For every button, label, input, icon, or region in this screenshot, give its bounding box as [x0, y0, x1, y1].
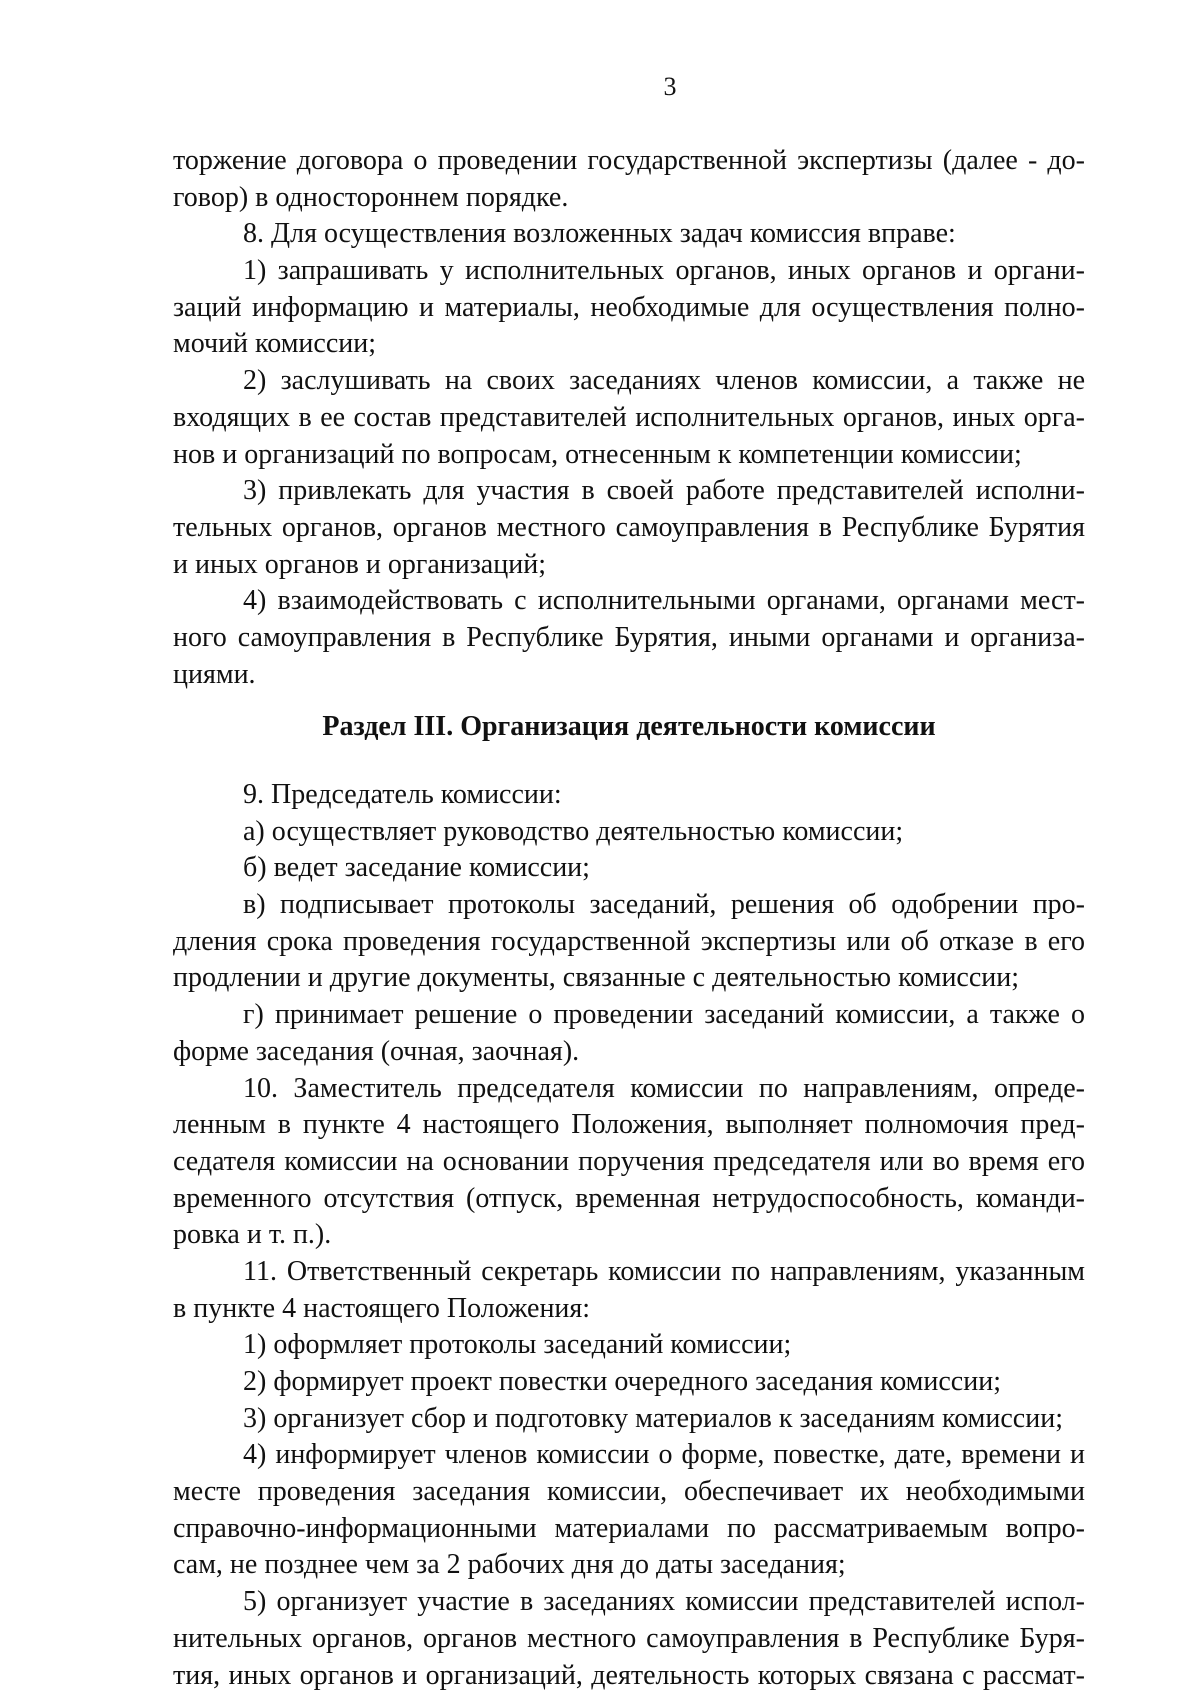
text-line: 3) организует сбор и подготовку материалов к заседаниям комиссии; [243, 1402, 1063, 1434]
text-line: тия, иных органов и организаций, деятельность которых связана с рассмат- [173, 1659, 1085, 1691]
text-line: справочно-информационными материалами по рассматриваемым вопро- [173, 1512, 1085, 1544]
text-line: ного самоуправления в Республике Бурятия, иными органами и организа- [173, 621, 1085, 653]
text-line: дления срока проведения государственной экспертизы или об отказе в его [173, 925, 1085, 957]
text-line: 10. Заместитель председателя комиссии по направлениям, опреде- [243, 1072, 1085, 1104]
text-line: 8. Для осуществления возложенных задач комиссия вправе: [243, 218, 956, 250]
text-line: 1) запрашивать у исполнительных органов, иных органов и органи- [243, 255, 1085, 287]
text-line: сам, не позднее чем за 2 рабочих дня до даты заседания; [173, 1549, 846, 1581]
section-heading: Раздел III. Организация деятельности комиссии [322, 711, 936, 743]
text-line: 11. Ответственный секретарь комиссии по направлениям, указанным [243, 1255, 1085, 1287]
text-line: нительных органов, органов местного самоуправления в Республике Буря- [173, 1622, 1085, 1654]
text-line: б) ведет заседание комиссии; [243, 852, 590, 884]
page-number: 3 [663, 72, 677, 101]
text-block-bottom [173, 777, 1085, 1694]
text-line: продлении и другие документы, связанные с деятельностью комиссии; [173, 962, 1020, 994]
document-body [173, 143, 1085, 1694]
text-line: 9. Председатель комиссии: [243, 779, 562, 810]
text-line: и иных органов и организаций; [173, 548, 546, 580]
text-line: входящих в ее состав представителей исполнительных органов, иных орга- [173, 401, 1085, 433]
text-line: в пункте 4 настоящего Положения: [173, 1292, 591, 1324]
text-line: месте проведения заседания комиссии, обеспечивает их необходимыми [173, 1476, 1085, 1508]
text-line: говор) в одностороннем порядке. [173, 181, 569, 213]
text-line: г) принимает решение о проведении заседаний комиссии, а также о [243, 999, 1085, 1031]
text-block-top [173, 143, 1085, 693]
text-line: 4) информирует членов комиссии о форме, повестке, дате, времени и [243, 1439, 1085, 1471]
text-line: а) осуществляет руководство деятельностью комиссии; [243, 815, 904, 847]
text-line: нов и организаций по вопросам, отнесенным к компетенции комиссии; [173, 438, 1022, 470]
text-line: тельных органов, органов местного самоуправления в Республике Бурятия [173, 511, 1085, 543]
text-line: торжение договора о проведении государственной экспертизы (далее - до- [173, 145, 1085, 176]
text-line: форме заседания (очная, заочная). [173, 1035, 580, 1067]
text-line: в) подписывает протоколы заседаний, решения об одобрении про- [243, 889, 1085, 921]
text-line: заций информацию и материалы, необходимые для осуществления полно- [173, 291, 1085, 323]
text-line: временного отсутствия (отпуск, временная нетрудоспособность, команди- [173, 1182, 1085, 1214]
text-line: мочий комиссии; [173, 328, 376, 360]
text-line: 5) организует участие в заседаниях комиссии представителей испол- [243, 1586, 1085, 1618]
text-line: ленным в пункте 4 настоящего Положения, выполняет полномочия пред- [173, 1109, 1085, 1141]
text-line: 2) формирует проект повестки очередного заседания комиссии; [243, 1366, 1001, 1397]
text-line: 4) взаимодействовать с исполнительными органами, органами мест- [243, 585, 1085, 617]
text-line: 1) оформляет протоколы заседаний комиссии; [243, 1329, 792, 1361]
text-line: 2) заслушивать на своих заседаниях членов комиссии, а также не [243, 365, 1085, 397]
text-line: 3) привлекать для участия в своей работе представителей исполни- [243, 475, 1085, 507]
text-line: циями. [173, 658, 256, 690]
text-line: ровка и т. п.). [173, 1219, 332, 1251]
text-line: седателя комиссии на основании поручения председателя или во время его [173, 1145, 1085, 1177]
